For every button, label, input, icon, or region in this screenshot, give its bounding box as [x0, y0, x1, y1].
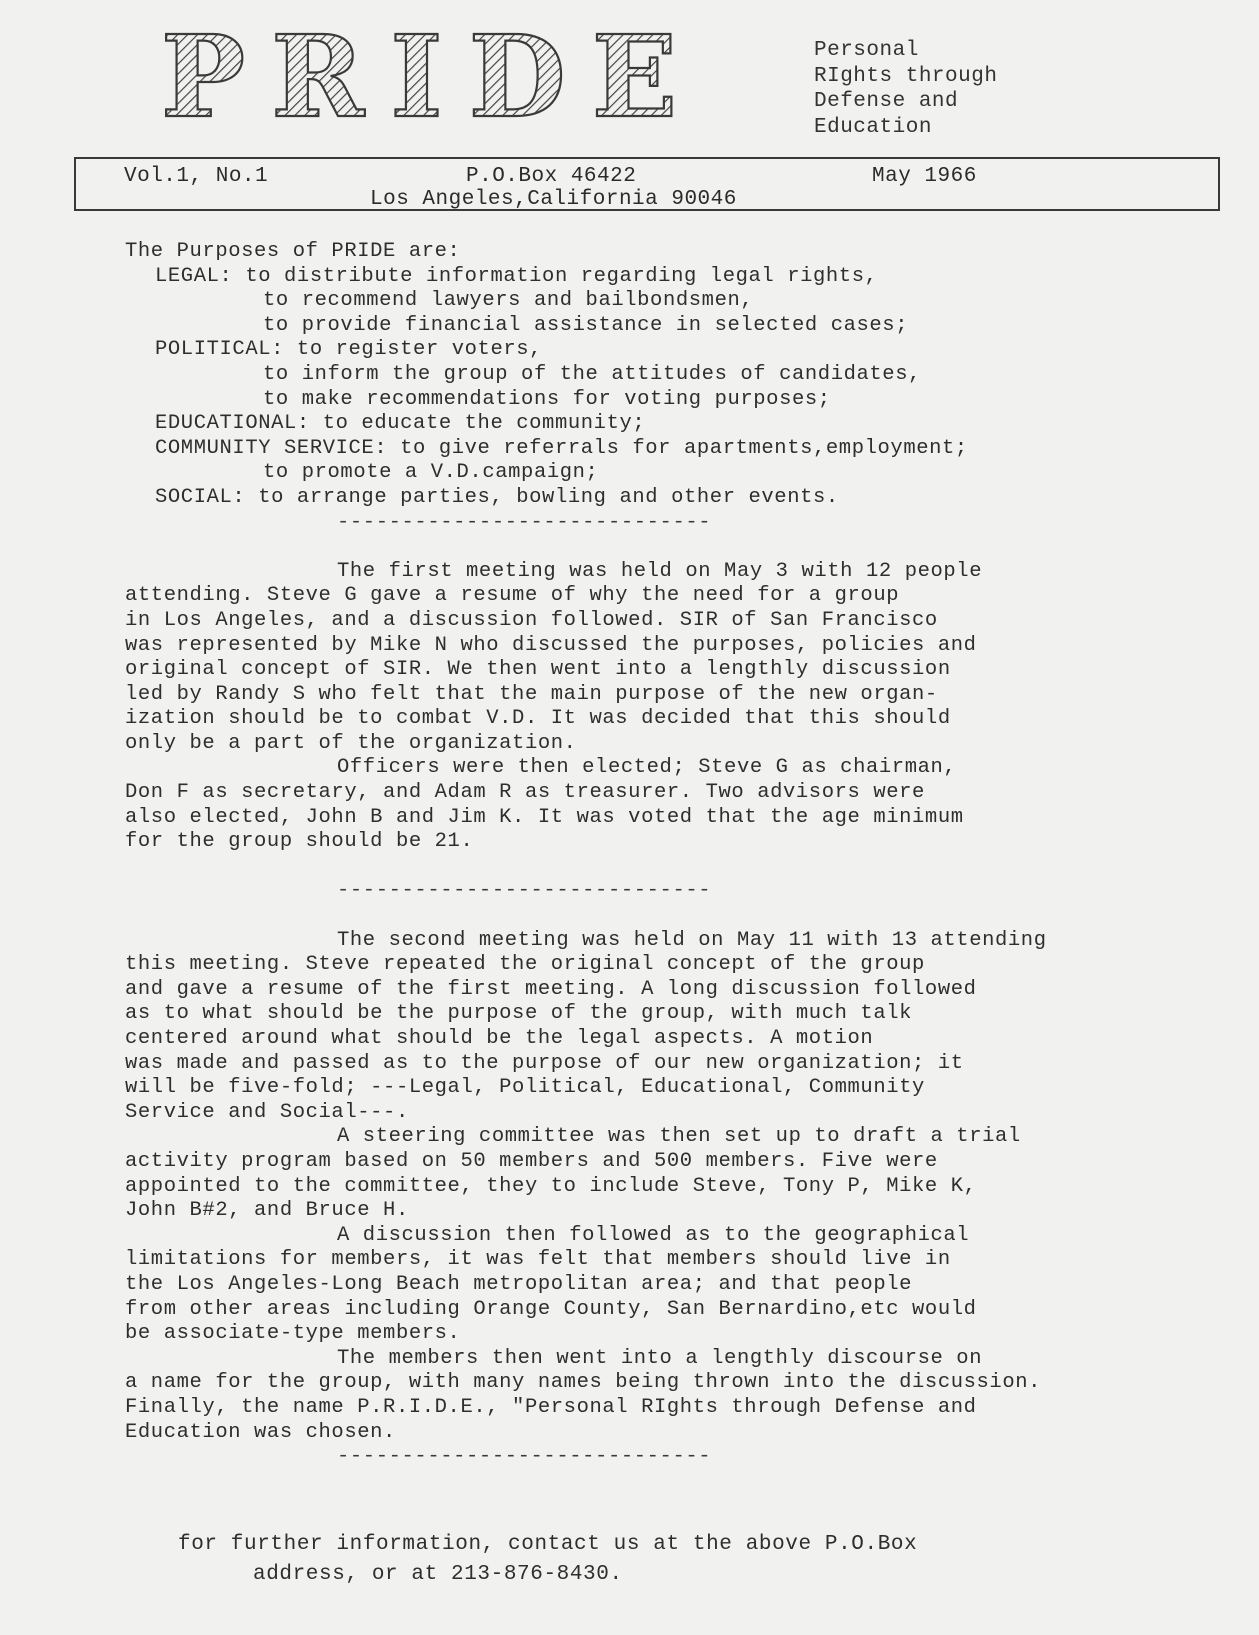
- acronym-line: Personal: [814, 39, 919, 62]
- second-meeting-line: the Los Angeles-Long Beach metropolitan area; and that people: [125, 1272, 913, 1296]
- second-meeting-line: as to what should be the purpose of the group, with much talk: [125, 1002, 913, 1026]
- issue-date: May 1966: [872, 165, 977, 188]
- pride-logo-text: PRIDE: [160, 20, 704, 130]
- contact-line: for further information, contact us at the above P.O.Box: [178, 1533, 918, 1556]
- second-meeting-line: centered around what should be the legal aspects. A motion: [125, 1027, 874, 1050]
- first-meeting-line: Don F as secretary, and Adam R as treasurer. Two advisors were: [125, 781, 925, 805]
- second-meeting-line: The second meeting was held on May 11 with 13 attending: [337, 928, 1047, 952]
- acronym-line: Defense and: [814, 90, 959, 113]
- section-divider: -----------------------------: [337, 1445, 712, 1469]
- first-meeting-line: led by Randy S who felt that the main purpose of the new organ-: [125, 682, 938, 706]
- second-meeting-line: will be five-fold; ---Legal, Political, Educational, Community: [125, 1076, 925, 1100]
- purpose-social-line: SOCIAL: to arrange parties, bowling and other events.: [155, 485, 839, 509]
- second-meeting-line: A discussion then followed as to the geographical: [337, 1223, 970, 1247]
- issue-header-box: [74, 157, 1220, 211]
- second-meeting-line: Service and Social---.: [125, 1100, 409, 1124]
- second-meeting-line: was made and passed as to the purpose of our new organization; it: [125, 1051, 964, 1075]
- newsletter-body: [125, 240, 1205, 1470]
- first-meeting-line: attending. Steve G gave a resume of why the need for a group: [125, 584, 900, 608]
- purpose-political-line: POLITICAL: to register voters,: [155, 338, 543, 362]
- second-meeting-line: limitations for members, it was felt that members should live in: [125, 1248, 951, 1272]
- first-meeting-line: Officers were then elected; Steve G as chairman,: [337, 756, 957, 780]
- purposes-intro: The Purposes of PRIDE are:: [125, 240, 461, 263]
- first-meeting-line: also elected, John B and Jim K. It was voted that the age minimum: [125, 805, 964, 829]
- first-meeting-line: in Los Angeles, and a discussion followed. SIR of San Francisco: [125, 608, 938, 632]
- first-meeting-line: ization should be to combat V.D. It was decided that this should: [125, 707, 951, 731]
- second-meeting-line: from other areas including Orange County, San Bernardino,etc would: [125, 1297, 977, 1321]
- first-meeting-line: The first meeting was held on May 3 with 12 people: [337, 559, 983, 583]
- second-meeting-line: John B#2, and Bruce H.: [125, 1199, 409, 1223]
- purpose-political-line: to inform the group of the attitudes of candidates,: [263, 362, 922, 386]
- purpose-legal-line: LEGAL: to distribute information regarding legal rights,: [155, 264, 878, 288]
- second-meeting-line: The members then went into a lengthly discourse on: [337, 1346, 983, 1370]
- contact-line: address, or at 213-876-8430.: [253, 1563, 623, 1586]
- first-meeting-line: original concept of SIR. We then went into a lengthly discussion: [125, 658, 951, 682]
- second-meeting-line: this meeting. Steve repeated the original concept of the group: [125, 953, 925, 977]
- acronym-expansion: [814, 38, 997, 140]
- contact-footer: [178, 1530, 917, 1590]
- second-meeting-line: be associate-type members.: [125, 1322, 461, 1346]
- purpose-community-line: to promote a V.D.campaign;: [263, 461, 599, 485]
- section-divider: -----------------------------: [337, 879, 712, 903]
- second-meeting-line: A steering committee was then set up to draft a trial: [337, 1125, 1021, 1149]
- second-meeting-line: Education was chosen.: [125, 1420, 396, 1444]
- purpose-legal-line: to provide financial assistance in selected cases;: [263, 313, 909, 337]
- second-meeting-line: and gave a resume of the first meeting. A long discussion followed: [125, 977, 977, 1001]
- purpose-community-line: COMMUNITY SERVICE: to give referrals for apartments,employment;: [155, 436, 968, 460]
- city-address: Los Angeles,California 90046: [370, 188, 737, 211]
- first-meeting-line: only be a part of the organization.: [125, 731, 577, 755]
- po-box: P.O.Box 46422: [466, 165, 637, 188]
- second-meeting-line: Finally, the name P.R.I.D.E., "Personal RIghts through Defense and: [125, 1395, 977, 1419]
- second-meeting-line: a name for the group, with many names being thrown into the discussion.: [125, 1371, 1042, 1395]
- first-meeting-line: was represented by Mike N who discussed the purposes, policies and: [125, 633, 977, 657]
- first-meeting-line: for the group should be 21.: [125, 830, 474, 854]
- acronym-line: RIghts through: [814, 64, 998, 88]
- purpose-educational-line: EDUCATIONAL: to educate the community;: [155, 412, 646, 436]
- second-meeting-line: appointed to the committee, they to include Steve, Tony P, Mike K,: [125, 1174, 977, 1198]
- purpose-legal-line: to recommend lawyers and bailbondsmen,: [263, 289, 754, 313]
- section-divider: -----------------------------: [337, 510, 712, 534]
- masthead-title: [142, 20, 722, 130]
- purpose-political-line: to make recommendations for voting purposes;: [263, 387, 831, 411]
- issue-volume: Vol.1, No.1: [124, 165, 269, 188]
- second-meeting-line: activity program based on 50 members and 500 members. Five were: [125, 1149, 938, 1173]
- acronym-line: Education: [814, 115, 932, 139]
- pride-logo: [142, 20, 722, 130]
